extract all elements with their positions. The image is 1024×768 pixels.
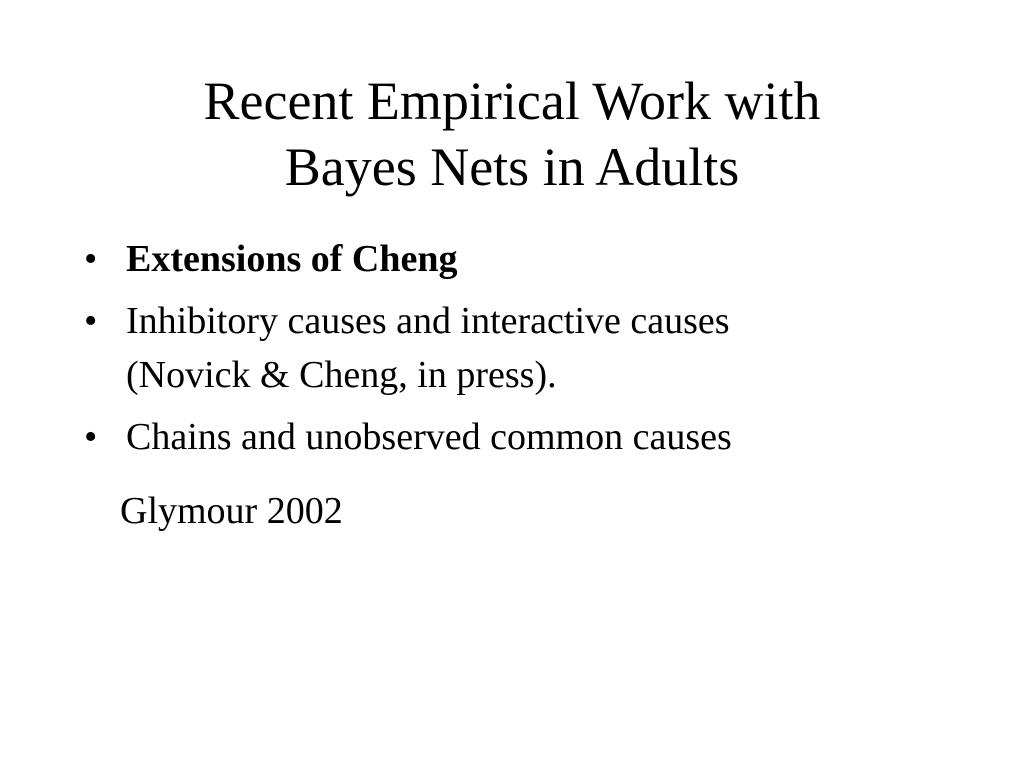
- slide-title-line-2: Bayes Nets in Adults: [284, 137, 740, 197]
- bullet-item-chains: [80, 410, 960, 464]
- bullet-line: (Novick & Cheng, in press).: [126, 354, 557, 396]
- bullet-text: [126, 294, 960, 402]
- bullet-dot-icon: •: [84, 300, 98, 342]
- bullet-text: [126, 232, 960, 286]
- citation-line: Glymour 2002: [120, 490, 343, 532]
- bullet-item-inhibitory: [80, 294, 960, 402]
- bullet-list: [80, 232, 960, 472]
- bullet-text: [126, 410, 960, 464]
- slide-title: [0, 68, 1024, 200]
- bullet-item-extensions: [80, 232, 960, 286]
- bullet-line: Inhibitory causes and interactive causes: [126, 300, 730, 342]
- bullet-dot-icon: •: [84, 238, 98, 280]
- slide-title-line-1: Recent Empirical Work with: [203, 71, 821, 131]
- bullet-dot-icon: •: [84, 416, 98, 458]
- bullet-line: Extensions of Cheng: [126, 238, 458, 280]
- bullet-line: Chains and unobserved common causes: [126, 416, 732, 458]
